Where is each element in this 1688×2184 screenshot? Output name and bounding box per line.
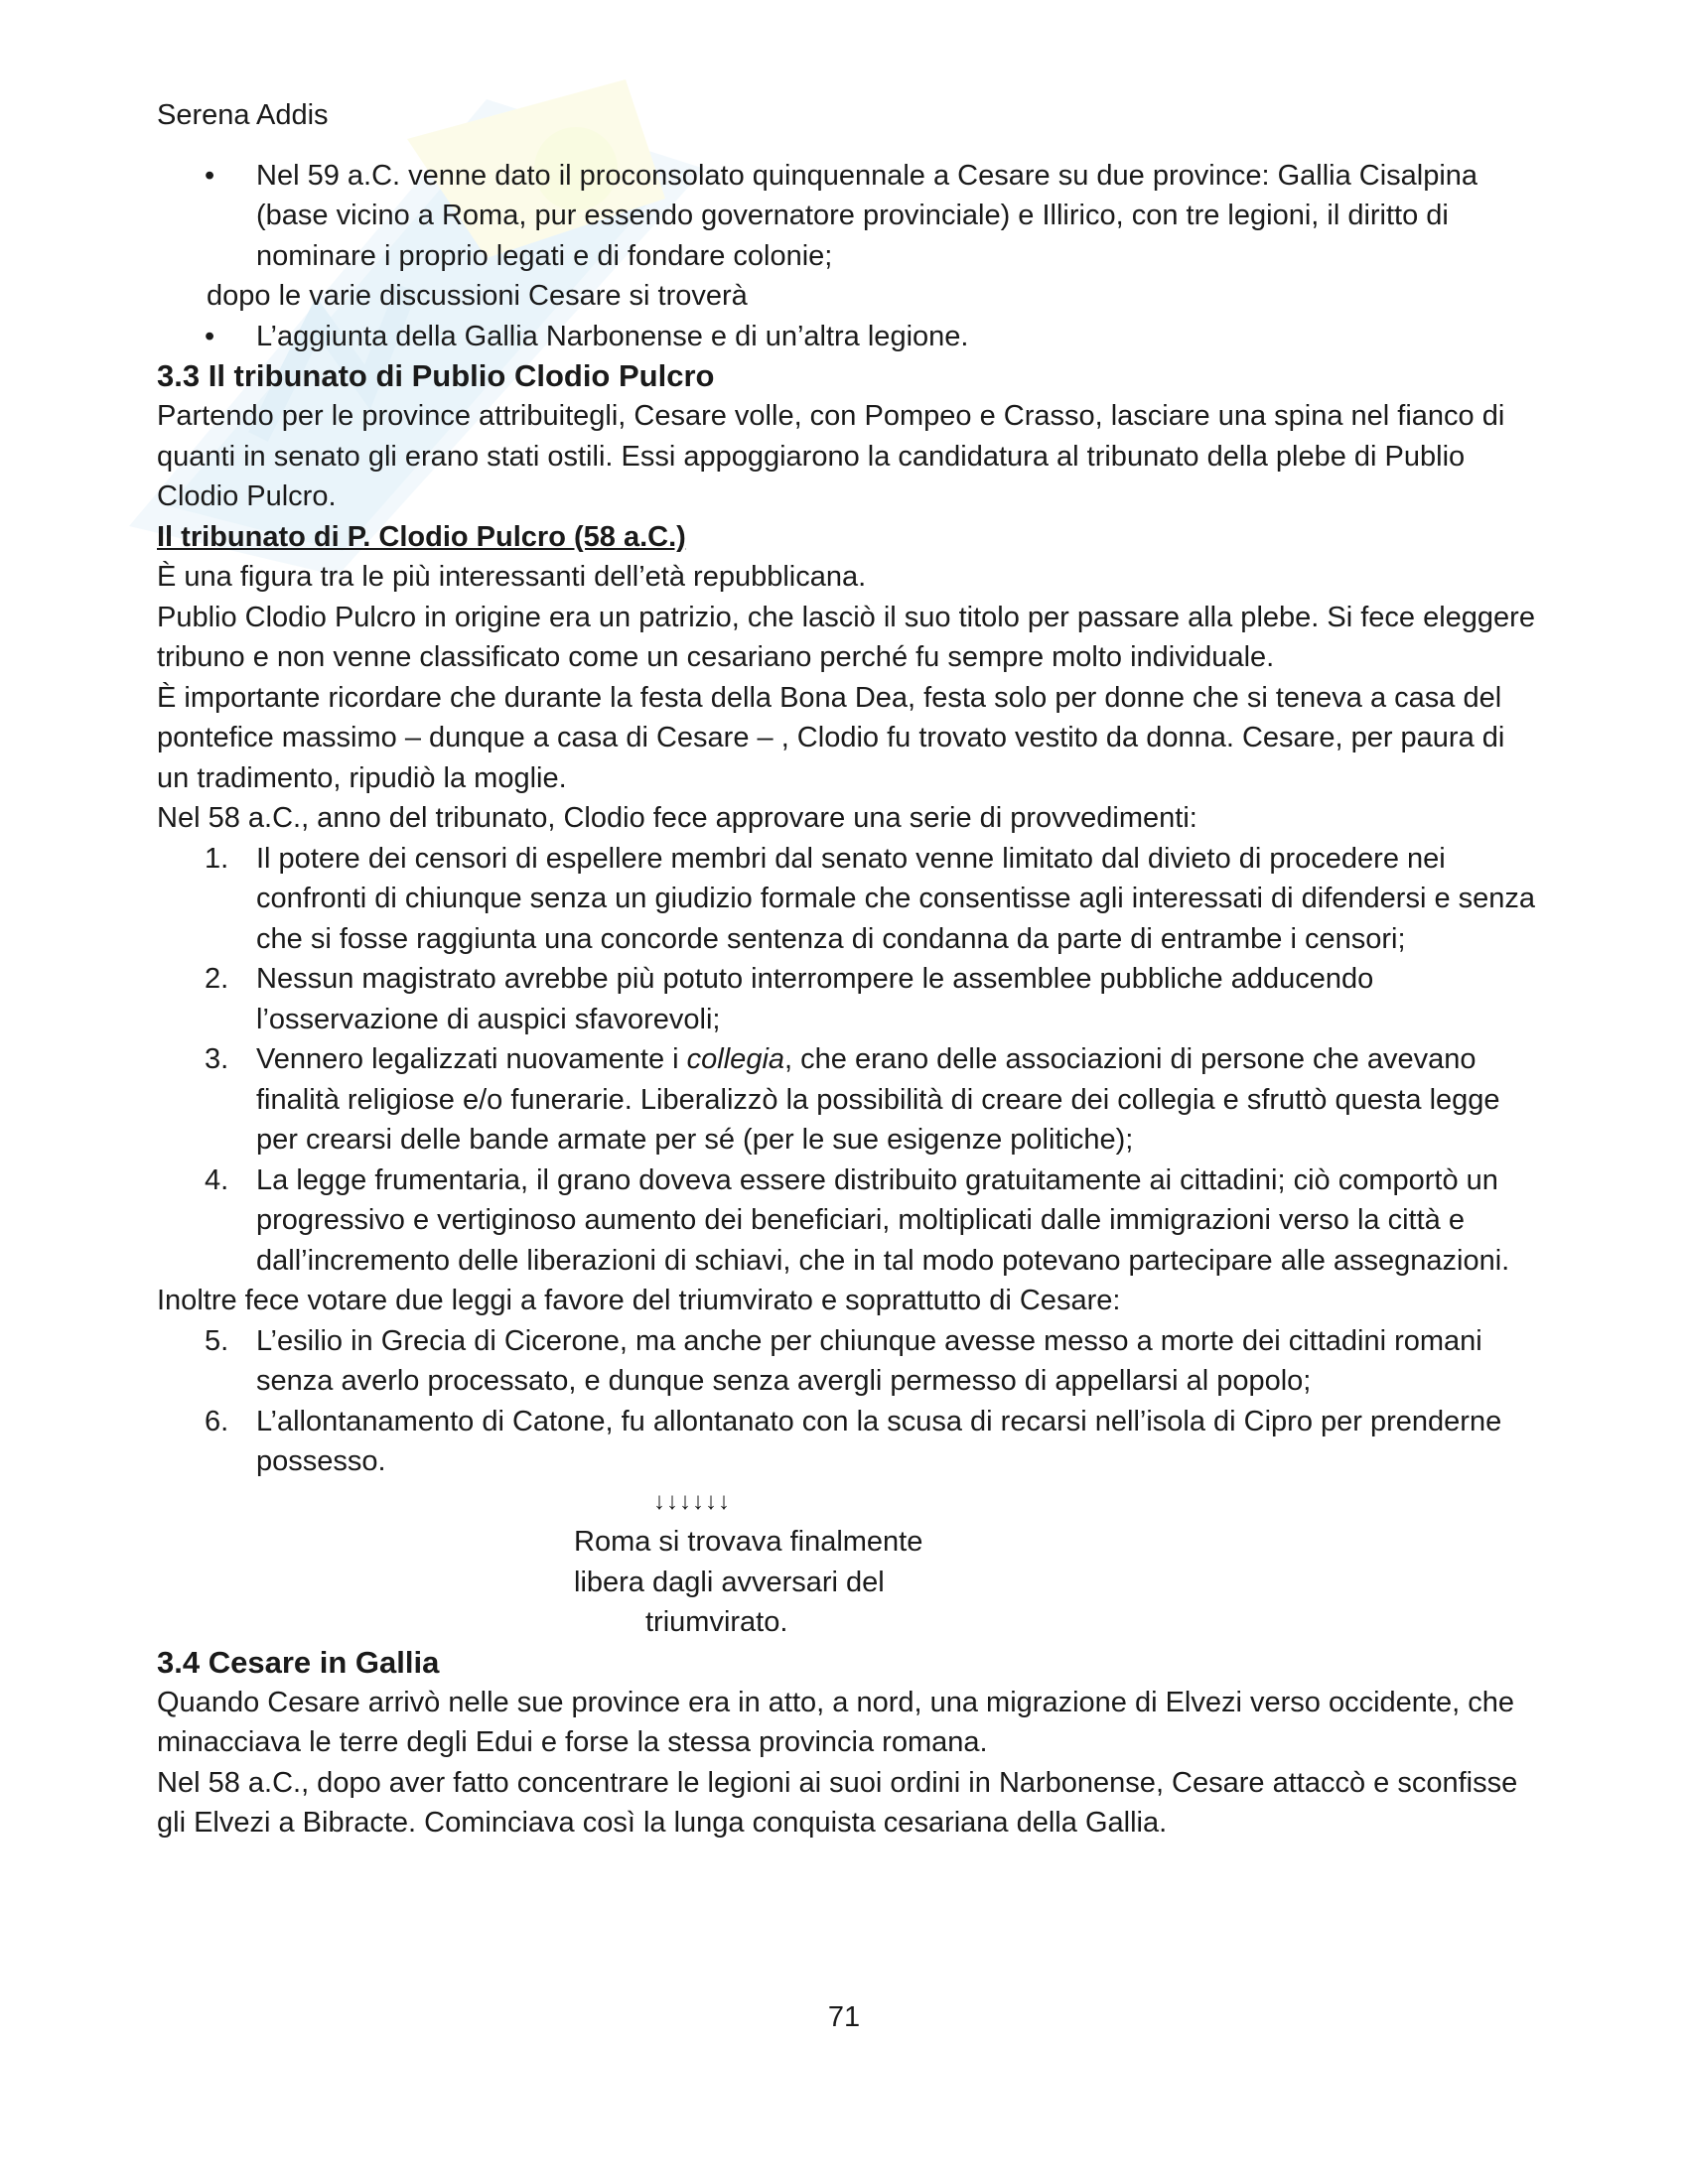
list-item <box>157 1321 1537 1402</box>
paragraph: Quando Cesare arrivò nelle sue province era in atto, a nord, una migrazione di Elvezi verso occidente, che minacciava le terre degli Edui e forse la stessa provincia romana. <box>157 1686 1514 1758</box>
conclusion-line: triumvirato. <box>645 1606 788 1638</box>
paragraph: È una figura tra le più interessanti dell’età repubblicana. <box>157 561 867 593</box>
paragraph: Nel 58 a.C., dopo aver fatto concentrare le legioni ai suoi ordini in Narbonense, Cesare attaccò e sconfisse gli Elvezi a Bibracte. Cominciava così la lunga conquista cesariana della Gallia. <box>157 1766 1518 1839</box>
measures-list <box>157 839 1537 1282</box>
list-number: 4. <box>205 1163 229 1196</box>
section-heading: 3.4 Cesare in Gallia <box>157 1644 440 1680</box>
list-text: La legge frumentaria, il grano doveva essere distribuito gratuitamente ai cittadini; ciò comportò un progressivo e vertiginoso aumento dei beneficiari, moltiplicati dalle immigrazioni verso la città e dall’incremento delle liberazioni di schiavi, che in tal modo potevano partecipare alle assegnazioni. <box>256 1163 1510 1277</box>
list-text: L’esilio in Grecia di Cicerone, ma anche per chiunque avesse messo a morte dei cittadini romani senza averlo processato, e dunque senza avergli permesso di appellarsi al popolo; <box>256 1324 1482 1397</box>
list-item <box>157 839 1537 960</box>
document-page <box>157 95 1537 1843</box>
list-item <box>157 1402 1537 1482</box>
list-item <box>157 1160 1537 1282</box>
paragraph: È importante ricordare che durante la festa della Bona Dea, festa solo per donne che si teneva a casa del pontefice massimo – dunque a casa di Cesare – , Clodio fu trovato vestito da donna. Cesare, per paura di un tradimento, ripudiò la moglie. <box>157 681 1505 794</box>
page-number: 71 <box>827 2001 861 2033</box>
intro-bullet-list <box>157 156 1537 277</box>
author-name: Serena Addis <box>157 99 329 131</box>
list-item <box>157 959 1537 1039</box>
down-arrows-icon: ↓↓↓↓↓↓ <box>653 1487 731 1515</box>
list-text: Nessun magistrato avrebbe più potuto interrompere le assemblee pubbliche adducendo l’osservazione di auspici sfavorevoli; <box>256 963 1374 1035</box>
bullet-icon: • <box>205 159 215 192</box>
list-text <box>256 1043 1500 1156</box>
conclusion-line: Roma si trovava finalmente libera dagli avversari del <box>574 1526 923 1598</box>
section-heading: 3.3 Il tribunato di Publio Clodio Pulcro <box>157 358 715 393</box>
bullet-icon: • <box>205 320 215 352</box>
list-number: 5. <box>205 1324 229 1357</box>
paragraph: Partendo per le province attribuitegli, Cesare volle, con Pompeo e Crasso, lasciare una spina nel fianco di quanti in senato gli erano stati ostili. Essi appoggiarono la candidatura al tribunato della plebe di Publio Clodio Pulcro. <box>157 400 1505 512</box>
italic-term: collegia <box>686 1043 785 1075</box>
bullet-text: Nel 59 a.C. venne dato il proconsolato quinquennale a Cesare su due province: Gallia Cisalpina (base vicino a Roma, pur essendo governatore provinciale) e Illirico, con tre legioni, il diritto di nominare i proprio legati e di fondare colonie; <box>256 159 1478 272</box>
laws-list <box>157 1321 1537 1482</box>
list-item <box>157 1039 1537 1160</box>
list-text-part: , che erano delle associazioni di persone che avevano finalità religiose e/o funerarie. Liberalizzò la possibilità di creare dei collegia e sfruttò questa legge per crearsi delle bande armate per sé (per le sue esigenze politiche); <box>256 1043 1500 1156</box>
list-text-part: Vennero legalizzati nuovamente i <box>256 1043 687 1075</box>
list-text: Il potere dei censori di espellere membri dal senato venne limitato dal divieto di procedere nei confronti di chiunque senza un giudizio formale che consentisse agli interessati di difendersi e senza che si fosse raggiunta una concorde sentenza di condanna da parte di entrambe i censori; <box>256 842 1536 955</box>
list-item <box>157 317 1537 357</box>
list-number: 3. <box>205 1043 229 1075</box>
list-number: 6. <box>205 1405 229 1437</box>
subheading: Il tribunato di P. Clodio Pulcro (58 a.C.) <box>157 520 686 553</box>
paragraph: Inoltre fece votare due leggi a favore del triumvirato e soprattutto di Cesare: <box>157 1285 1121 1316</box>
paragraph: Publio Clodio Pulcro in origine era un patrizio, che lasciò il suo titolo per passare alla plebe. Si fece eleggere tribuno e non venne classificato come un cesariano perché fu sempre molto individuale. <box>157 601 1535 673</box>
paragraph: Nel 58 a.C., anno del tribunato, Clodio fece approvare una serie di provvedimenti: <box>157 802 1197 834</box>
conclusion-note <box>157 1522 971 1643</box>
list-item <box>157 156 1537 277</box>
intro-bullet-list-2 <box>157 317 1537 357</box>
list-number: 1. <box>205 842 229 875</box>
list-number: 2. <box>205 963 229 995</box>
list-text: L’allontanamento di Catone, fu allontanato con la scusa di recarsi nell’isola di Cipro per prenderne possesso. <box>256 1405 1502 1477</box>
bullet-text: L’aggiunta della Gallia Narbonense e di un’altra legione. <box>256 320 969 352</box>
intro-line: dopo le varie discussioni Cesare si troverà <box>207 280 748 312</box>
